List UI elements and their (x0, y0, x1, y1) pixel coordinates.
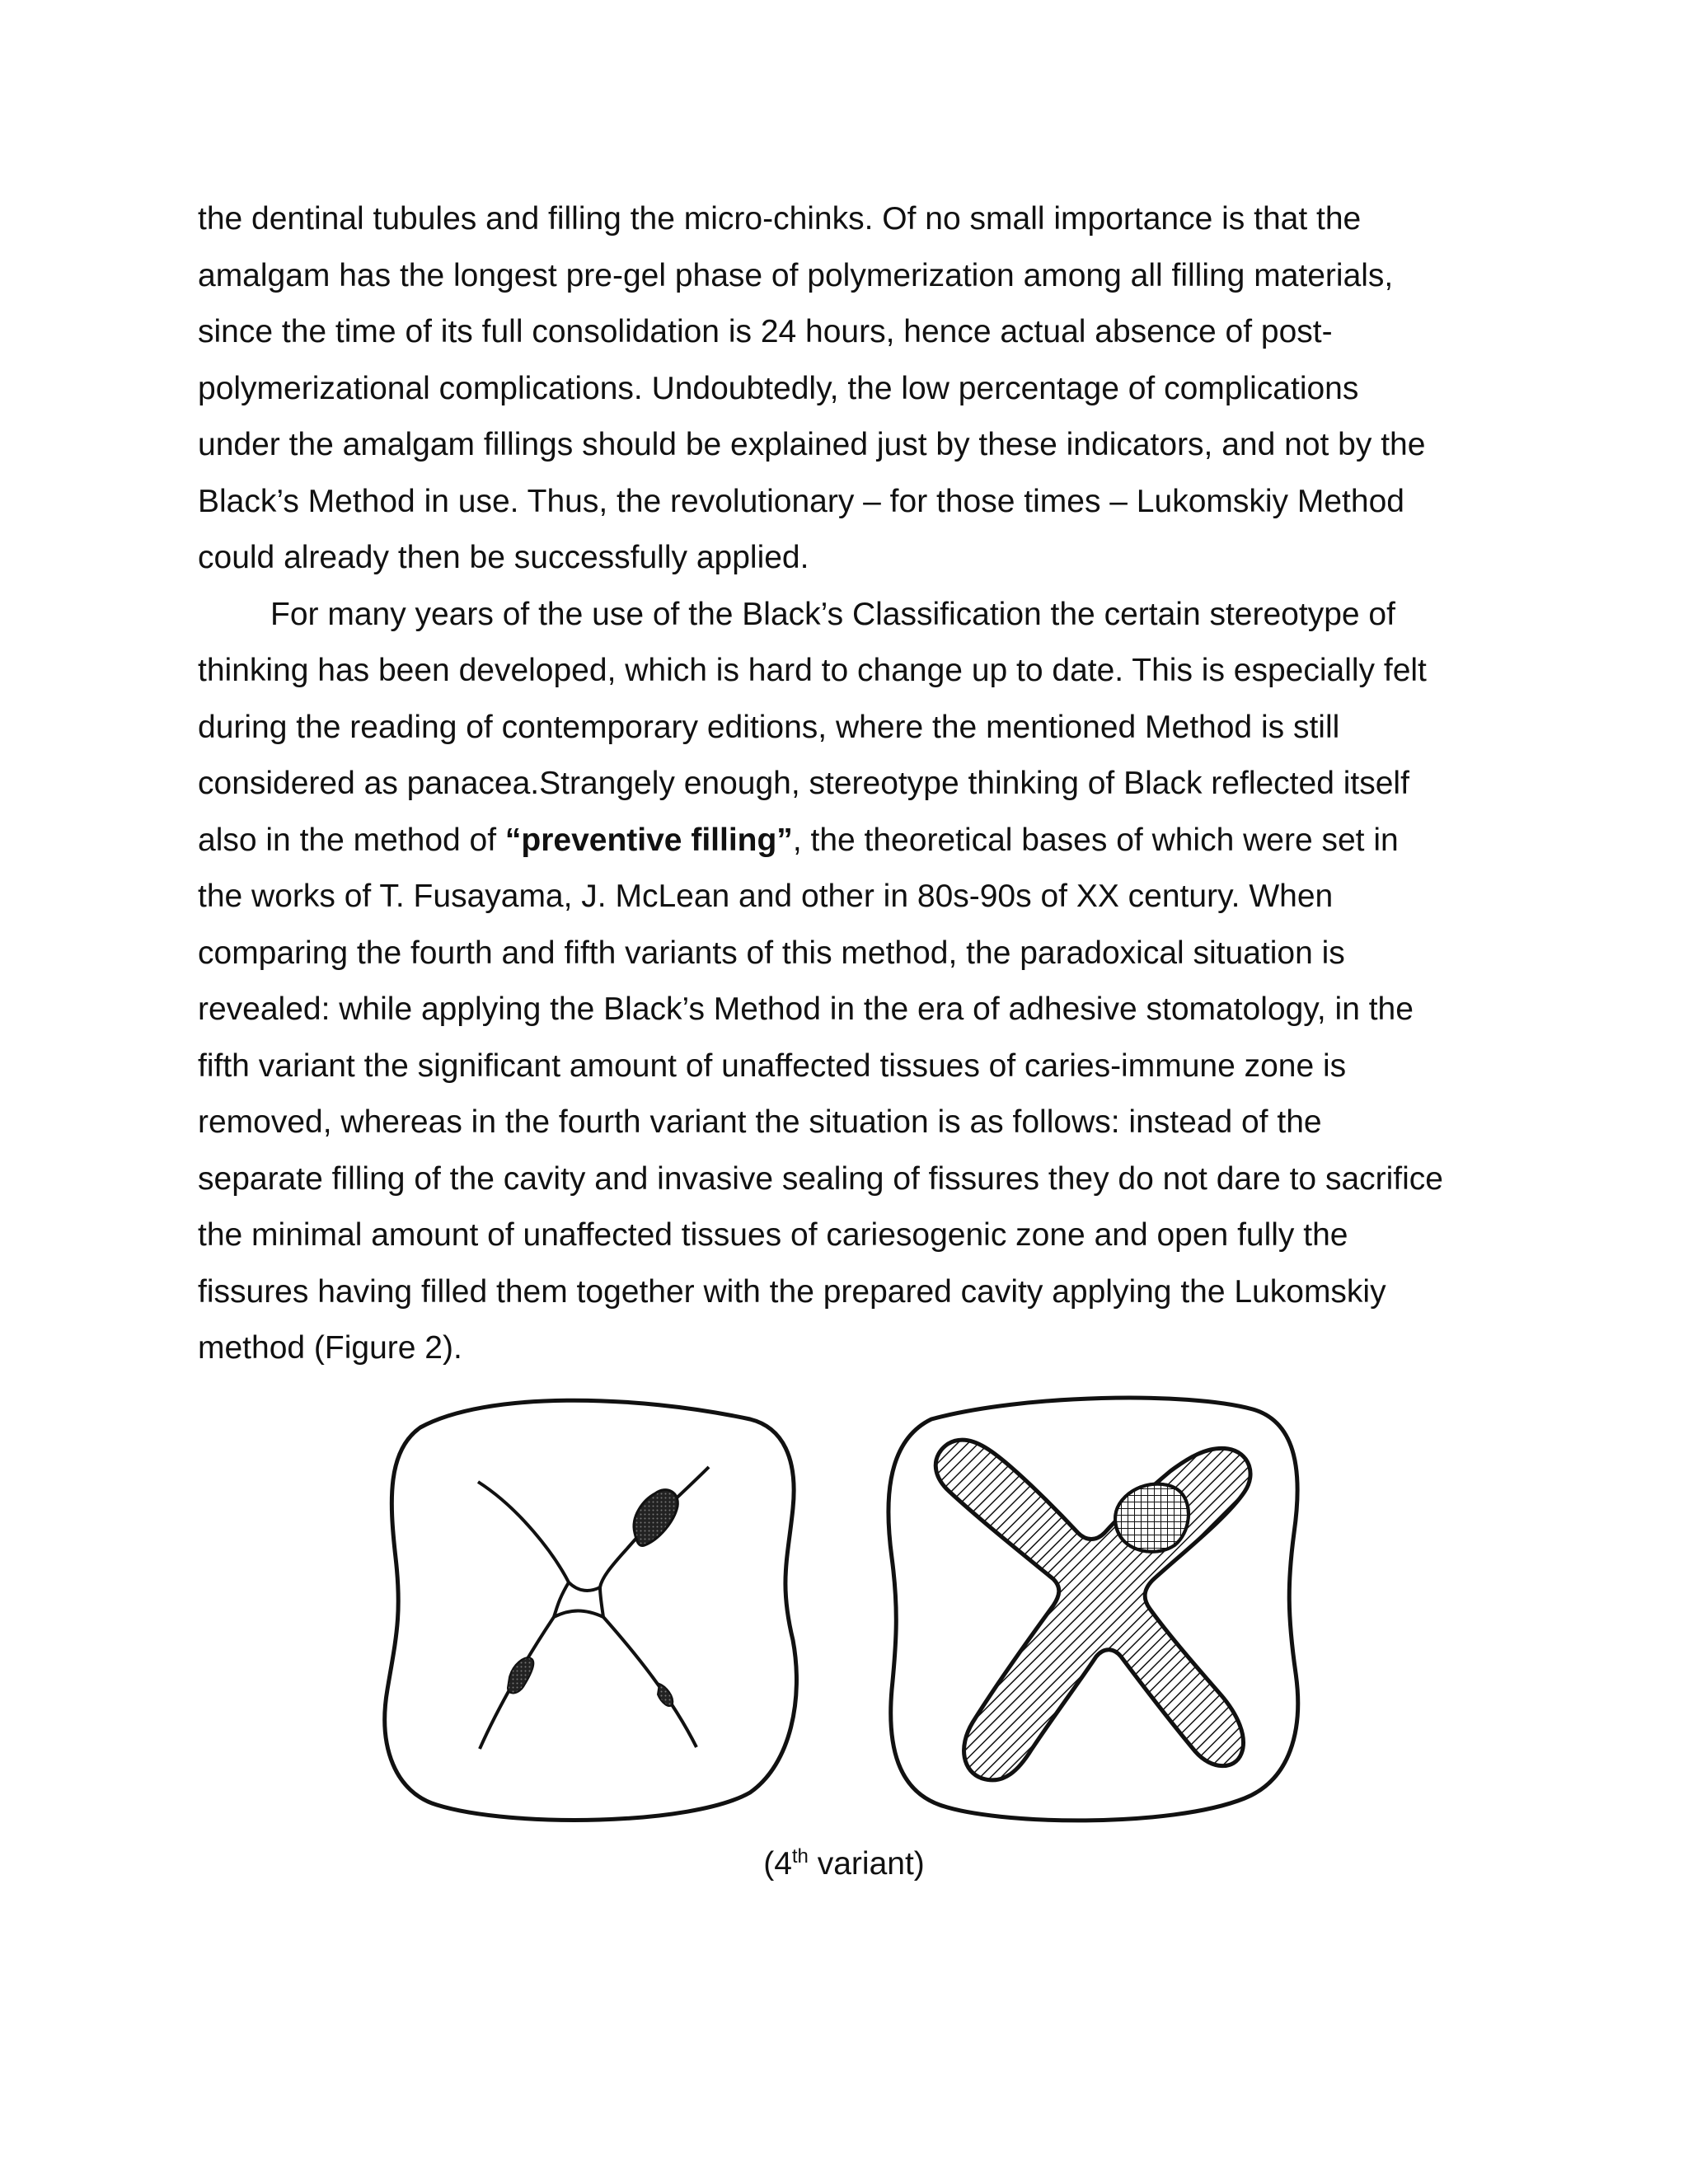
left-caries-spot-lower-left (508, 1657, 533, 1693)
preventive-filling-term: “preventive filling” (504, 822, 793, 858)
paragraph1-line: could already then be successfully applied. (198, 540, 809, 575)
right-cross-filling (935, 1440, 1250, 1780)
paragraph2-line: thinking has been developed, which is hard to change up to date. This is especially felt (198, 653, 1427, 688)
right-tooth-diagram (889, 1398, 1298, 1821)
left-fissure-lower-right (603, 1617, 696, 1747)
paragraph2-line: fifth variant the significant amount of unaffected tissues of caries-immune zone is (198, 1047, 1347, 1084)
paragraph2-line: For many years of the use of the Black’s Classification the certain stereotype of (270, 596, 1395, 632)
right-gridded-spot-pattern (1115, 1484, 1189, 1552)
body-text (198, 191, 1500, 1377)
paragraph1-line: polymerizational complications. Undoubtedly, the low percentage of complications (198, 370, 1359, 406)
caption-superscript: th (791, 1845, 809, 1868)
paragraph2-line: fissures having filled them together with the prepared cavity applying the Lukomskiy (198, 1273, 1386, 1310)
paragraph1-line: since the time of its full consolidation is 24 hours, hence actual absence of post- (198, 314, 1333, 349)
figure-caption (0, 1840, 1688, 1889)
paragraph2-line: considered as panacea.Strangely enough, stereotype thinking of Black reflected itself (198, 766, 1409, 801)
paragraph2-line (198, 813, 1500, 869)
left-caries-spot-upper (634, 1490, 678, 1546)
left-tooth-outline (385, 1400, 797, 1820)
paragraph1-line: Black’s Method in use. Thus, the revolutionary – for those times – Lukomskiy Method (198, 483, 1404, 519)
caption-close: variant) (808, 1846, 925, 1882)
caption-open: (4 (763, 1846, 792, 1882)
paragraph1-line: amalgam has the longest pre-gel phase of polymerization among all filling materials, (198, 257, 1394, 293)
paragraph1-line: the dentinal tubules and filling the micro-chinks. Of no small importance is that the (198, 201, 1362, 237)
paragraph2-text: , the theoretical bases of which were set in (792, 822, 1399, 858)
paragraph1-line: under the amalgam fillings should be explained just by these indicators, and not by the (198, 427, 1426, 462)
paragraph2-line: method (Figure 2). (198, 1330, 462, 1366)
paragraph2-text: also in the method of (198, 822, 505, 858)
paragraph2-line: during the reading of contemporary editions, where the mentioned Method is still (198, 709, 1340, 745)
left-caries-spot-lower-right (658, 1684, 673, 1706)
left-fissure-center (554, 1582, 603, 1617)
paragraph2-line: separate filling of the cavity and invasive sealing of fissures they do not dare to sacrifice (198, 1160, 1443, 1197)
paragraph2-line: removed, whereas in the fourth variant the situation is as follows: instead of the (198, 1104, 1322, 1140)
figure-tooth-diagrams (363, 1376, 1327, 1846)
paragraph2-line: revealed: while applying the Black’s Method in the era of adhesive stomatology, in the (198, 991, 1414, 1027)
left-tooth-diagram (385, 1400, 797, 1820)
paragraph2-line: comparing the fourth and fifth variants of this method, the paradoxical situation is (198, 935, 1345, 971)
left-fissure-upper-left (478, 1482, 569, 1582)
paragraph2-line: the minimal amount of unaffected tissues of cariesogenic zone and open fully the (198, 1217, 1348, 1253)
paragraph2-line: the works of T. Fusayama, J. McLean and other in 80s-90s of XX century. When (198, 879, 1334, 914)
